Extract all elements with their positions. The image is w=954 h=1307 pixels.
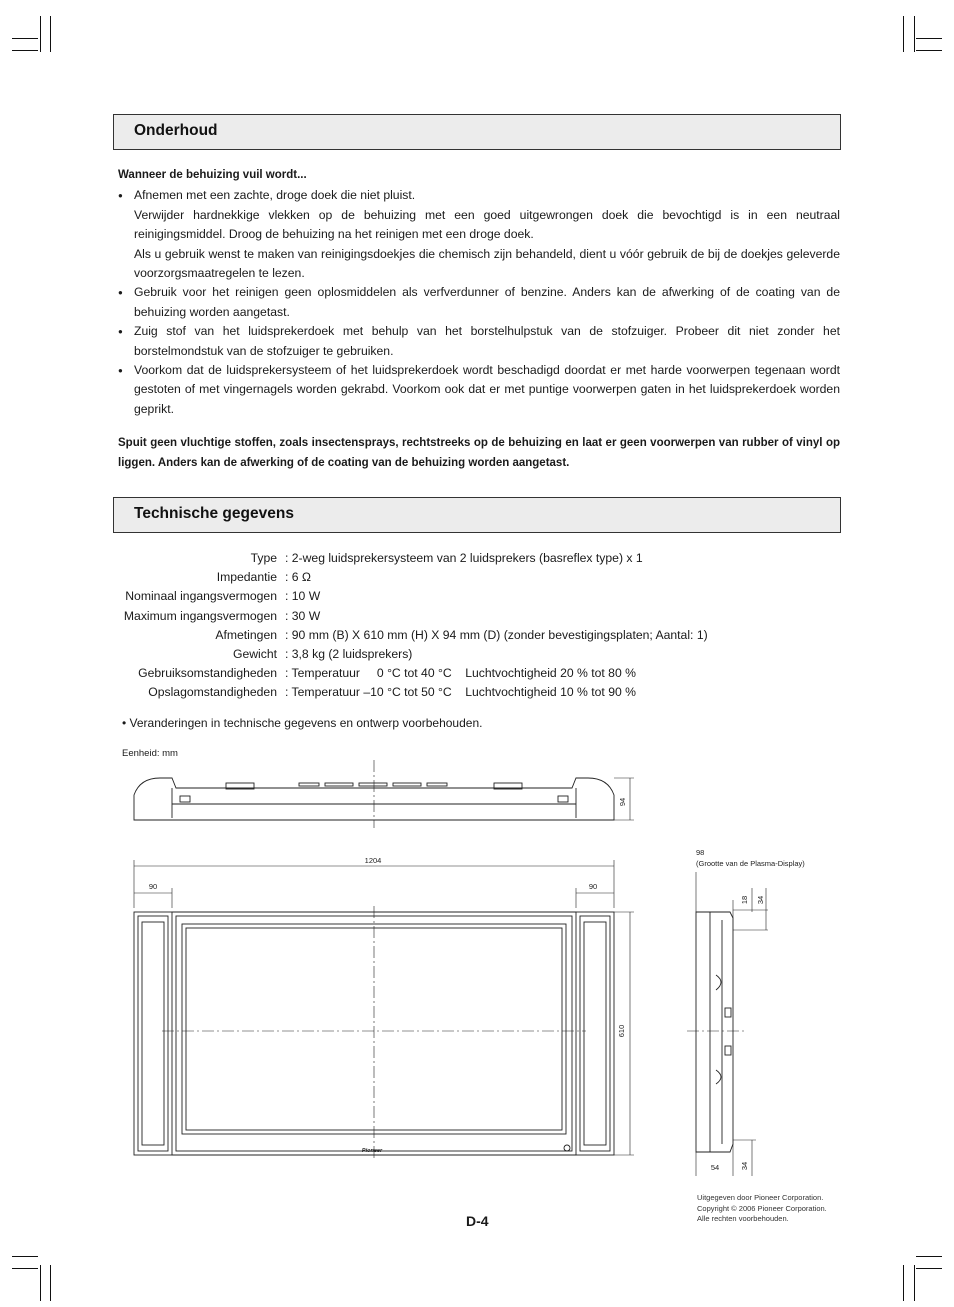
list-item: ● Gebruik voor het reinigen geen oplosmiddelen als verfverdunner of benzine. Anders kan de afwerking of de coating van de behuizing worden aangetast. (118, 283, 840, 322)
spec-value: : 30 W (285, 608, 321, 623)
spec-row (100, 626, 840, 645)
section-title: Onderhoud (134, 122, 218, 139)
dimension-label: 34 (740, 1161, 749, 1171)
side-view-outline (696, 912, 733, 1152)
publisher-info (697, 1193, 827, 1225)
dimension-label: (Grootte van de Plasma-Display) (696, 859, 805, 868)
dimension-label: 90 (588, 882, 598, 891)
front-view-outline (134, 912, 614, 1155)
unit-label: Eenheid: mm (122, 748, 178, 759)
spec-label: Opslagomstandigheden (148, 685, 277, 700)
spec-row (100, 683, 840, 702)
top-view-dimension (614, 778, 634, 820)
list-item: ● Afnemen met een zachte, droge doek die niet pluist. (118, 186, 840, 205)
rights-line: Alle rechten voorbehouden. (697, 1214, 789, 1223)
spec-value: : 10 W (285, 589, 321, 604)
dimension-label: 94 (618, 797, 627, 807)
spec-row (100, 568, 840, 587)
publisher-line: Uitgegeven door Pioneer Corporation. (697, 1193, 824, 1202)
front-view-dimension (134, 860, 634, 1155)
spec-label: Afmetingen (215, 627, 277, 642)
side-view-dimension (696, 872, 768, 1176)
dimension-label: 54 (710, 1163, 720, 1172)
spec-value: : 6 Ω (285, 570, 312, 585)
spec-row (100, 587, 840, 606)
page-number: D-4 (466, 1213, 489, 1229)
spec-label: Maximum ingangsvermogen (123, 608, 277, 623)
spec-label: Gewicht (232, 647, 277, 662)
spec-row (100, 607, 840, 626)
section-title: Technische gegevens (134, 505, 294, 522)
spec-note: • Veranderingen in technische gegevens en ontwerp voorbehouden. (122, 716, 483, 730)
list-item: ● Zuig stof van het luidsprekerdoek met behulp van het borstelhulpstuk van de stofzuiger. Probeer dit niet zonder het borstelmondstuk van de stofzuiger te gebruiken. (118, 322, 840, 361)
spec-row (100, 549, 840, 568)
dimension-label: 98 (696, 848, 705, 857)
spec-label: Gebruiksomstandigheden (138, 666, 277, 681)
spec-label: Type (250, 551, 277, 565)
dimension-label: 34 (756, 895, 765, 905)
spec-row (100, 645, 840, 664)
spec-row (100, 664, 840, 683)
spec-value: : 3,8 kg (2 luidsprekers) (285, 647, 413, 662)
dimension-label: 18 (740, 895, 749, 905)
subheading: Wanneer de behuizing vuil wordt... (118, 169, 307, 181)
spec-value: : 2-weg luidsprekersysteem van 2 luidsprekers (basreflex type) x 1 (285, 551, 643, 565)
list-item-continuation: Verwijder hardnekkige vlekken op de behuizing met een goed uitgewrongen doek die bevochtigd is in een neutraal reinigingsmiddel. Droog de behuizing na het reinigen met een droge doek. (134, 207, 840, 242)
spec-value: : Temperatuur –10 °C tot 50 °C Luchtvochtigheid 10 % tot 90 % (285, 685, 636, 700)
list-item-continuation: Als u gebruik wenst te maken van reinigingsdoekjes die chemisch zijn behandeld, dient u vóór gebruik de bij de doekjes geleverde voorzorgsmaatregelen te lezen. (134, 246, 840, 281)
list-item: ● Voorkom dat de luidsprekersysteem of het luidsprekerdoek wordt beschadigd doordat er met harde voorwerpen tegenaan wordt gestoten of met vingernagels worden gekrabd. Voorkom ook dat er met puntige voorwerpen gaten in het luidsprekerdoek worden geprikt. (118, 361, 840, 419)
top-view-outline (134, 778, 614, 820)
section-header-onderhoud (113, 114, 841, 150)
warning-text: Spuit geen vluchtige stoffen, zoals insectensprays, rechtstreeks op de behuizing en laat er geen voorwerpen van rubber of vinyl op liggen. Anders kan de afwerking of de coating van de behuizing worden aangetast. (118, 437, 840, 469)
dimension-label: 610 (617, 1024, 626, 1038)
dimension-label: 1204 (364, 856, 382, 865)
spec-value: : 90 mm (B) X 610 mm (H) X 94 mm (D) (zonder bevestigingsplaten; Aantal: 1) (285, 627, 708, 642)
section-header-specs (113, 497, 841, 533)
spec-label: Impedantie (216, 570, 277, 585)
brand-logo: Pioneer (361, 1148, 383, 1154)
maintenance-text (118, 166, 840, 419)
copyright-line: Copyright © 2006 Pioneer Corporation. (697, 1203, 827, 1213)
dimension-label: 90 (148, 882, 158, 891)
spec-label: Nominaal ingangsvermogen (125, 589, 277, 604)
spec-table (100, 549, 840, 703)
spec-value: : Temperatuur 0 °C tot 40 °C Luchtvochtigheid 20 % tot 80 % (285, 666, 636, 681)
